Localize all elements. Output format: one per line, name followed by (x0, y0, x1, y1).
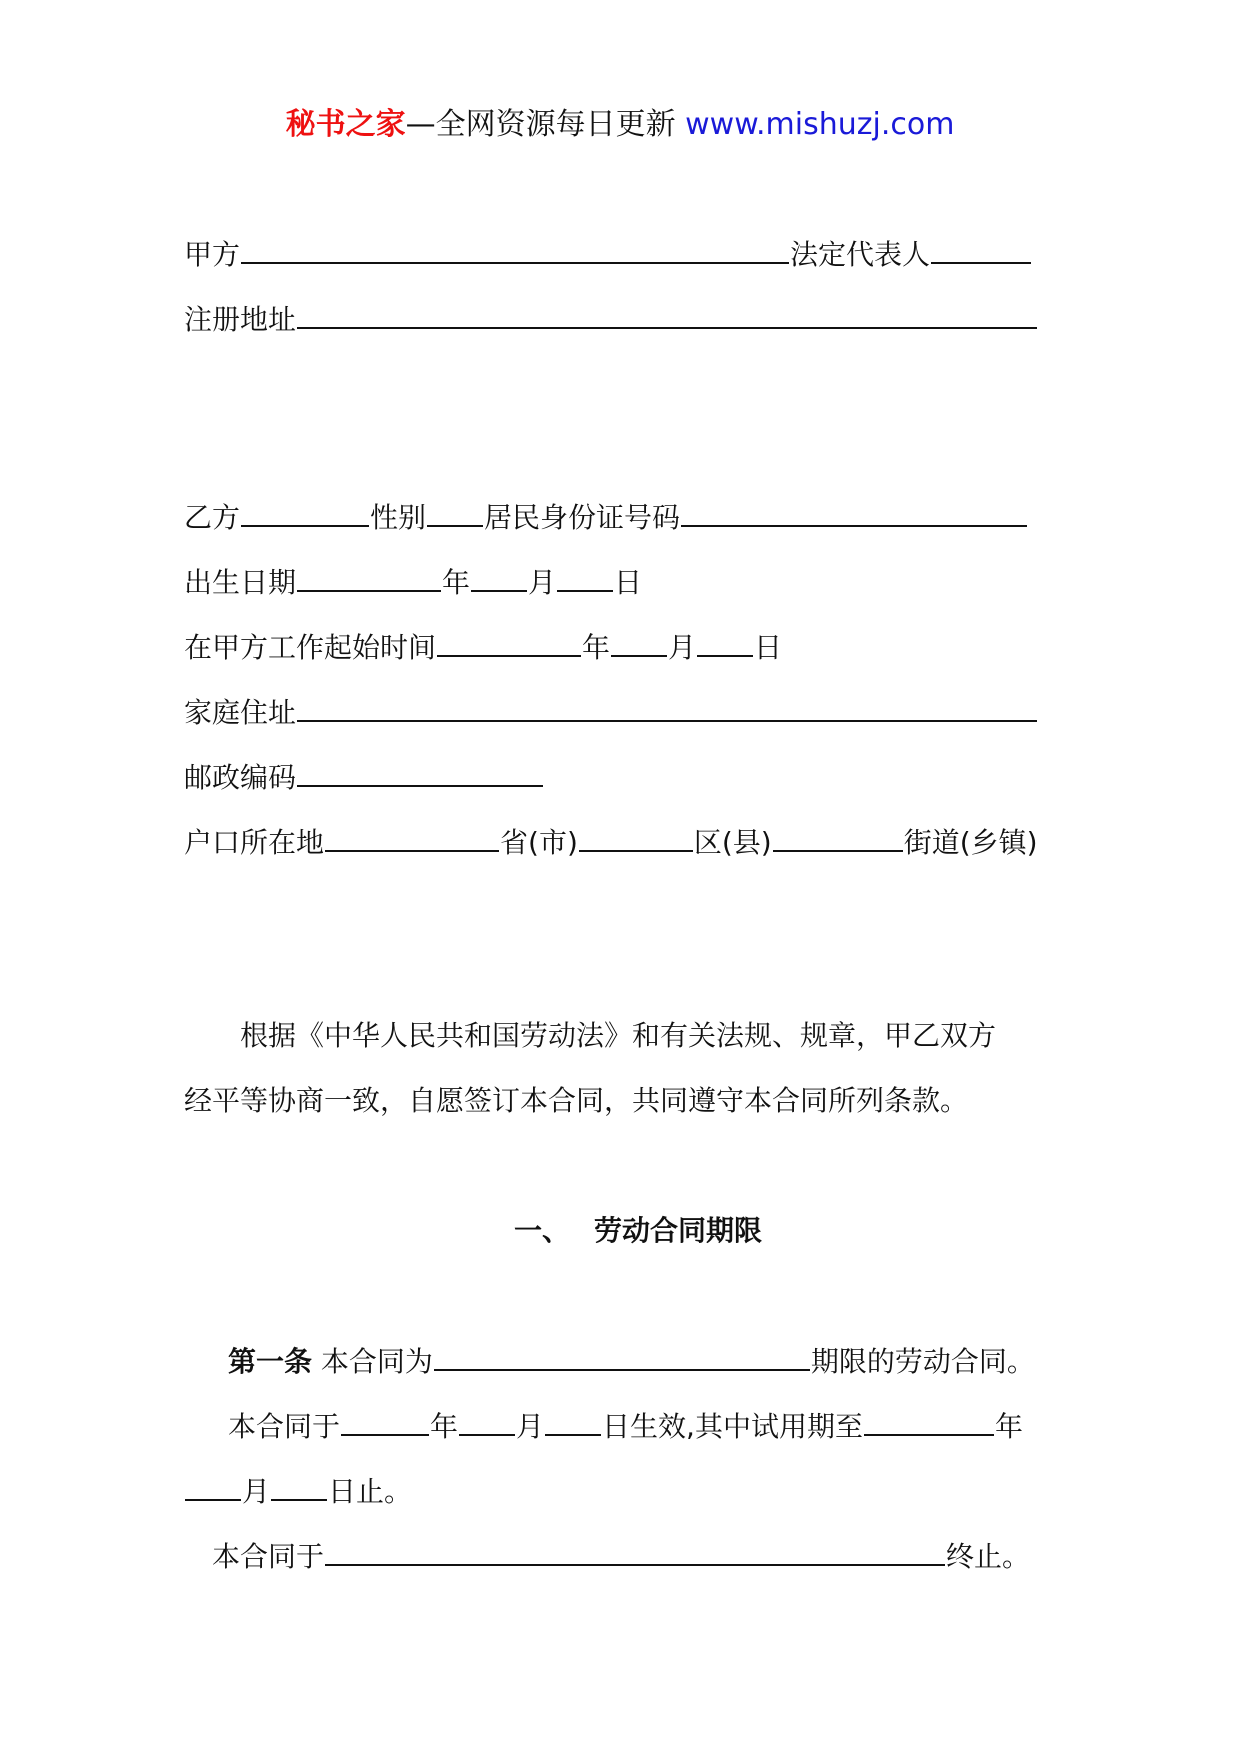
party-a-name-blank[interactable] (241, 232, 789, 264)
start-date-line (184, 625, 782, 671)
registered-address-line (184, 297, 1038, 343)
street-label: 街道(乡镇) (903, 826, 1038, 859)
birth-date-line (184, 560, 642, 606)
start-month-blank[interactable] (611, 625, 667, 657)
home-address-blank[interactable] (297, 690, 1037, 722)
preamble-line-1: 根据《中华人民共和国劳动法》和有关法规、规章，甲乙双方 (240, 1019, 997, 1052)
article-1-line (228, 1339, 1035, 1385)
province-label: 省(市) (500, 826, 578, 859)
registered-address-label: 注册地址 (184, 303, 297, 336)
month-label: 月 (516, 1410, 545, 1443)
home-address-label: 家庭住址 (184, 696, 297, 729)
party-a-line (184, 232, 1032, 278)
termination-blank[interactable] (325, 1534, 945, 1566)
trial-month-blank[interactable] (185, 1469, 241, 1501)
start-date-label: 在甲方工作起始时间 (184, 631, 437, 664)
day-label: 日 (614, 566, 643, 599)
day-label: 日 (754, 631, 783, 664)
trial-day-blank[interactable] (271, 1469, 327, 1501)
contract-term-type-blank[interactable] (434, 1339, 810, 1371)
postcode-line (184, 755, 544, 801)
legal-rep-label: 法定代表人 (790, 238, 931, 271)
registered-address-blank[interactable] (297, 297, 1037, 329)
termination-line (212, 1534, 1030, 1580)
effective-date-line (228, 1404, 1023, 1450)
party-a-label: 甲方 (184, 238, 241, 271)
hukou-street-blank[interactable] (773, 820, 903, 852)
birth-date-label: 出生日期 (184, 566, 297, 599)
start-year-blank[interactable] (437, 625, 581, 657)
postcode-label: 邮政编码 (184, 761, 297, 794)
year-label: 年 (994, 1410, 1023, 1443)
year-label: 年 (430, 1410, 459, 1443)
section-heading (514, 1208, 762, 1254)
termination-suffix: 终止。 (946, 1540, 1031, 1573)
termination-prefix: 本合同于 (212, 1540, 325, 1573)
year-label: 年 (582, 631, 611, 664)
effective-day-blank[interactable] (545, 1404, 601, 1436)
site-header (0, 98, 1240, 152)
article-1-label: 第一条 (228, 1345, 313, 1378)
year-label: 年 (442, 566, 471, 599)
hukou-district-blank[interactable] (579, 820, 693, 852)
gender-label: 性别 (370, 501, 427, 534)
party-b-name-blank[interactable] (241, 495, 369, 527)
party-b-line (184, 495, 1028, 541)
birth-day-blank[interactable] (557, 560, 613, 592)
gender-blank[interactable] (427, 495, 483, 527)
preamble-line-2: 经平等协商一致，自愿签订本合同，共同遵守本合同所列条款。 (184, 1084, 969, 1117)
effective-prefix: 本合同于 (228, 1410, 341, 1443)
section-number: 一、 (514, 1214, 571, 1247)
party-b-label: 乙方 (184, 501, 241, 534)
article-1-text-a: 本合同为 (312, 1345, 433, 1378)
start-day-blank[interactable] (697, 625, 753, 657)
effective-mid: 日生效,其中试用期至 (602, 1410, 863, 1443)
article-1-text-b: 期限的劳动合同。 (810, 1345, 1035, 1378)
id-number-blank[interactable] (681, 495, 1027, 527)
birth-month-blank[interactable] (471, 560, 527, 592)
month-label: 月 (528, 566, 557, 599)
hukou-line (184, 820, 1038, 866)
postcode-blank[interactable] (297, 755, 543, 787)
district-label: 区(县) (693, 826, 772, 859)
hukou-province-blank[interactable] (325, 820, 499, 852)
site-url[interactable]: www.mishuzj.com (685, 107, 955, 142)
trial-end-text: 日止。 (328, 1475, 413, 1508)
header-slogan: —全网资源每日更新 (405, 107, 686, 142)
legal-rep-blank[interactable] (931, 232, 1031, 264)
brand-name: 秘书之家 (285, 107, 406, 142)
trial-year-blank[interactable] (864, 1404, 994, 1436)
trial-end-line (184, 1469, 412, 1515)
effective-month-blank[interactable] (459, 1404, 515, 1436)
hukou-label: 户口所在地 (184, 826, 325, 859)
month-label: 月 (668, 631, 697, 664)
effective-year-blank[interactable] (341, 1404, 429, 1436)
section-title: 劳动合同期限 (594, 1214, 763, 1247)
home-address-line (184, 690, 1038, 736)
id-number-label: 居民身份证号码 (484, 501, 681, 534)
birth-year-blank[interactable] (297, 560, 441, 592)
month-label: 月 (242, 1475, 271, 1508)
